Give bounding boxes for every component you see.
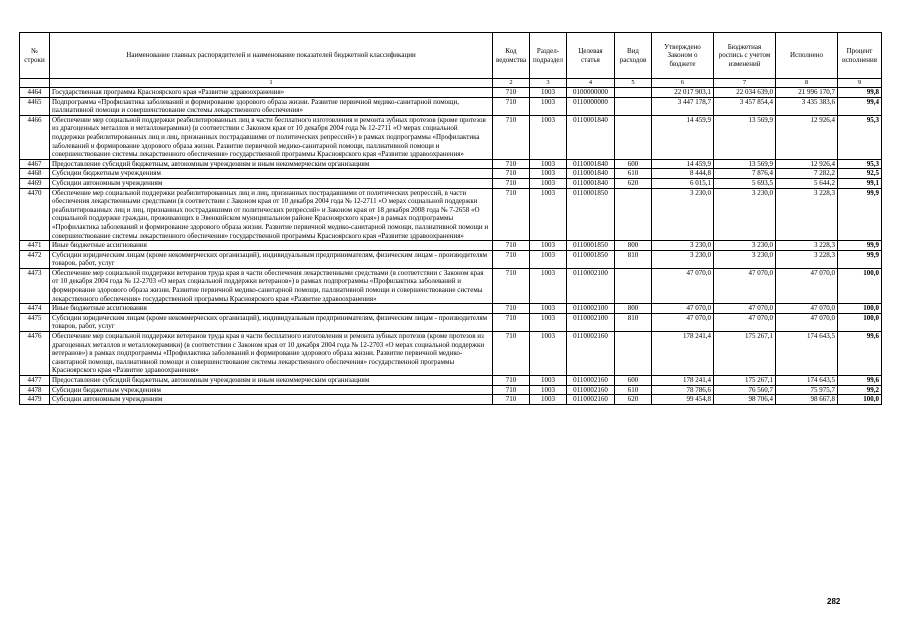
col-num-cell: 4 <box>567 79 615 88</box>
row-name-cell: Предоставление субсидий бюджетным, автономным учреждениям и иным некоммерческим организациям <box>50 159 493 169</box>
budget-cell: 13 569,9 <box>714 115 776 159</box>
table-row <box>20 313 882 331</box>
expense-type-cell: 620 <box>615 395 652 405</box>
target-article-cell: 0110001850 <box>567 241 615 251</box>
dept-code-cell: 710 <box>493 188 530 241</box>
row-number-cell: 4473 <box>20 268 50 303</box>
budget-cell: 3 230,0 <box>714 241 776 251</box>
executed-cell: 3 435 383,6 <box>776 97 838 115</box>
row-number-cell: 4464 <box>20 88 50 98</box>
header-approved: Утверждено Законом о бюджете <box>652 33 714 79</box>
row-name-cell: Иные бюджетные ассигнования <box>50 304 493 314</box>
executed-cell: 12 926,4 <box>776 115 838 159</box>
col-num-cell: 5 <box>615 79 652 88</box>
dept-code-cell: 710 <box>493 313 530 331</box>
row-name-cell: Обеспечение мер социальной поддержки реабилитированных лиц и лиц, признанных пострадавшими от политических репрессий, в части обеспечения лекарственными средствами (в соответствии с Законом края от 10 декабря 2004 года № 12-2711 «О мерах социальной поддержки реабилитированных лиц и лиц, признанных пострадавшими от политических репрессий» и Законом края от 18 декабря 2008 года № 7-2658 «О социальной поддержке граждан, проживающих в Эвенкийском муниципальном районе Красноярского края») в рамках подпрограммы «Профилактика заболеваний и формирование здорового образа жизни. Развитие первичной медико-санитарной помощи, паллиативной помощи и совершенствование системы лекарственного обеспечения» государственной программы Красноярского края «Развитие здравоохранения» <box>50 188 493 241</box>
percent-cell: 99,2 <box>838 385 882 395</box>
budget-cell: 47 070,0 <box>714 268 776 303</box>
col-num-cell: 7 <box>714 79 776 88</box>
target-article-cell: 0110001840 <box>567 178 615 188</box>
dept-code-cell: 710 <box>493 332 530 376</box>
dept-code-cell: 710 <box>493 115 530 159</box>
percent-cell: 99,9 <box>838 188 882 241</box>
approved-cell: 47 070,0 <box>652 313 714 331</box>
col-num-cell: 1 <box>50 79 493 88</box>
col-num-cell: 3 <box>530 79 567 88</box>
percent-cell: 99,9 <box>838 241 882 251</box>
executed-cell: 47 070,0 <box>776 268 838 303</box>
expense-type-cell <box>615 88 652 98</box>
target-article-cell: 0100000000 <box>567 88 615 98</box>
executed-cell: 3 228,3 <box>776 250 838 268</box>
header-budget: Бюджетная роспись с учетом изменений <box>714 33 776 79</box>
table-row <box>20 178 882 188</box>
target-article-cell: 0110001840 <box>567 159 615 169</box>
table-row <box>20 115 882 159</box>
dept-code-cell: 710 <box>493 169 530 179</box>
table-header <box>20 33 882 88</box>
dept-code-cell: 710 <box>493 178 530 188</box>
budget-cell: 22 034 639,0 <box>714 88 776 98</box>
budget-table <box>19 32 882 405</box>
percent-cell: 100,0 <box>838 304 882 314</box>
executed-cell: 174 643,5 <box>776 376 838 386</box>
row-number-cell: 4476 <box>20 332 50 376</box>
header-name: Наименование главных распорядителей и наименование показателей бюджетной классификации <box>50 33 493 79</box>
percent-cell: 99,8 <box>838 88 882 98</box>
dept-code-cell: 710 <box>493 395 530 405</box>
expense-type-cell <box>615 97 652 115</box>
executed-cell: 12 926,4 <box>776 159 838 169</box>
table-row <box>20 268 882 303</box>
section-cell: 1003 <box>530 88 567 98</box>
section-cell: 1003 <box>530 313 567 331</box>
target-article-cell: 0110001840 <box>567 115 615 159</box>
expense-type-cell <box>615 268 652 303</box>
percent-cell: 99,6 <box>838 376 882 386</box>
table-row <box>20 304 882 314</box>
row-number-cell: 4479 <box>20 395 50 405</box>
section-cell: 1003 <box>530 250 567 268</box>
approved-cell: 3 230,0 <box>652 250 714 268</box>
executed-cell: 174 643,5 <box>776 332 838 376</box>
section-cell: 1003 <box>530 241 567 251</box>
percent-cell: 100,0 <box>838 313 882 331</box>
target-article-cell: 0110002100 <box>567 268 615 303</box>
percent-cell: 100,0 <box>838 395 882 405</box>
approved-cell: 6 015,1 <box>652 178 714 188</box>
executed-cell: 21 996 170,7 <box>776 88 838 98</box>
approved-cell: 178 241,4 <box>652 332 714 376</box>
budget-cell: 7 876,4 <box>714 169 776 179</box>
header-exp-type: Вид расходов <box>615 33 652 79</box>
approved-cell: 178 241,4 <box>652 376 714 386</box>
approved-cell: 3 230,0 <box>652 188 714 241</box>
table-row <box>20 188 882 241</box>
expense-type-cell: 810 <box>615 313 652 331</box>
approved-cell: 14 459,9 <box>652 159 714 169</box>
row-number-cell: 4474 <box>20 304 50 314</box>
dept-code-cell: 710 <box>493 241 530 251</box>
approved-cell: 3 230,0 <box>652 241 714 251</box>
section-cell: 1003 <box>530 304 567 314</box>
section-cell: 1003 <box>530 159 567 169</box>
dept-code-cell: 710 <box>493 304 530 314</box>
percent-cell: 95,3 <box>838 115 882 159</box>
executed-cell: 3 228,3 <box>776 188 838 241</box>
expense-type-cell: 610 <box>615 385 652 395</box>
target-article-cell: 0110001840 <box>567 169 615 179</box>
column-number-row <box>20 79 882 88</box>
header-row-no: № строки <box>20 33 50 79</box>
header-target: Целевая статья <box>567 33 615 79</box>
row-number-cell: 4469 <box>20 178 50 188</box>
approved-cell: 22 017 903,1 <box>652 88 714 98</box>
section-cell: 1003 <box>530 395 567 405</box>
dept-code-cell: 710 <box>493 250 530 268</box>
target-article-cell: 0110002160 <box>567 376 615 386</box>
section-cell: 1003 <box>530 188 567 241</box>
section-cell: 1003 <box>530 115 567 159</box>
target-article-cell: 0110002100 <box>567 313 615 331</box>
row-name-cell: Субсидии юридическим лицам (кроме некоммерческих организаций), индивидуальным предпринимателям, физическим лицам - производителям товаров, работ, услуг <box>50 250 493 268</box>
col-num-cell: 9 <box>838 79 882 88</box>
row-name-cell: Субсидии юридическим лицам (кроме некоммерческих организаций), индивидуальным предпринимателям, физическим лицам - производителям товаров, работ, услуг <box>50 313 493 331</box>
row-number-cell: 4470 <box>20 188 50 241</box>
row-name-cell: Обеспечение мер социальной поддержки ветеранов труда края в части обеспечения лекарственными средствами (в соответствии с Законом края от 10 декабря 2004 года № 12-2703 «О мерах социальной поддержки ветеранов») в рамках подпрограммы «Профилактика заболеваний и формирование здорового образа жизни. Развитие первичной медико-санитарной помощи, паллиативной помощи и совершенствование системы лекарственного обеспечения» государственной программы Красноярского края «Развитие здравоохранения» <box>50 268 493 303</box>
row-name-cell: Обеспечение мер социальной поддержки реабилитированных лиц в части бесплатного изготовления и ремонта зубных протезов (кроме протезов из драгоценных металлов и металлокерамики) (в соответствии с Законом края от 10 декабря 2004 года № 12-2711 «О мерах социальной поддержки реабилитированных лиц и лиц, признанных пострадавшими от политических репрессий») в рамках подпрограммы «Профилактика заболеваний и формирование здорового образа жизни. Развитие первичной медико-санитарной помощи, паллиативной помощи и совершенствование системы лекарственного обеспечения» государственной программы Красноярского края «Развитие здравоохранения» <box>50 115 493 159</box>
row-name-cell: Предоставление субсидий бюджетным, автономным учреждениям и иным некоммерческим организациям <box>50 376 493 386</box>
dept-code-cell: 710 <box>493 268 530 303</box>
table-body <box>20 88 882 405</box>
target-article-cell: 0110001850 <box>567 250 615 268</box>
dept-code-cell: 710 <box>493 88 530 98</box>
header-dept-code: Код ведомства <box>493 33 530 79</box>
table-row <box>20 159 882 169</box>
percent-cell: 100,0 <box>838 268 882 303</box>
row-name-cell: Субсидии автономным учреждениям <box>50 395 493 405</box>
table-row <box>20 376 882 386</box>
budget-cell: 3 457 854,4 <box>714 97 776 115</box>
budget-report-sheet <box>19 32 881 405</box>
expense-type-cell: 610 <box>615 169 652 179</box>
executed-cell: 47 070,0 <box>776 304 838 314</box>
table-row <box>20 169 882 179</box>
table-row <box>20 250 882 268</box>
budget-cell: 175 267,1 <box>714 332 776 376</box>
table-row <box>20 332 882 376</box>
target-article-cell: 0110000000 <box>567 97 615 115</box>
dept-code-cell: 710 <box>493 159 530 169</box>
expense-type-cell <box>615 188 652 241</box>
approved-cell: 47 070,0 <box>652 268 714 303</box>
budget-cell: 47 070,0 <box>714 313 776 331</box>
budget-cell: 5 693,5 <box>714 178 776 188</box>
row-number-cell: 4475 <box>20 313 50 331</box>
row-number-cell: 4471 <box>20 241 50 251</box>
expense-type-cell <box>615 115 652 159</box>
expense-type-cell <box>615 332 652 376</box>
expense-type-cell: 810 <box>615 250 652 268</box>
row-number-cell: 4467 <box>20 159 50 169</box>
dept-code-cell: 710 <box>493 385 530 395</box>
percent-cell: 92,5 <box>838 169 882 179</box>
row-number-cell: 4477 <box>20 376 50 386</box>
section-cell: 1003 <box>530 169 567 179</box>
row-name-cell: Обеспечение мер социальной поддержки ветеранов труда края в части бесплатного изготовления и ремонта зубных протезов (кроме протезов из драгоценных металлов и металлокерамики) (в соответствии с Законом края от 10 декабря 2004 года № 12-2703 «О мерах социальной поддержки ветеранов») в рамках подпрограммы «Профилактика заболеваний и формирование здорового образа жизни. Развитие первичной медико-санитарной помощи, паллиативной помощи и совершенствование системы лекарственного обеспечения» государственной программы Красноярского края «Развитие здравоохранения» <box>50 332 493 376</box>
header-executed: Исполнено <box>776 33 838 79</box>
section-cell: 1003 <box>530 268 567 303</box>
page-number: 282 <box>827 597 841 606</box>
col-num-cell: 6 <box>652 79 714 88</box>
section-cell: 1003 <box>530 376 567 386</box>
expense-type-cell: 800 <box>615 241 652 251</box>
approved-cell: 99 454,8 <box>652 395 714 405</box>
percent-cell: 99,6 <box>838 332 882 376</box>
percent-cell: 99,1 <box>838 178 882 188</box>
target-article-cell: 0110002160 <box>567 395 615 405</box>
expense-type-cell: 620 <box>615 178 652 188</box>
col-num-cell: 2 <box>493 79 530 88</box>
percent-cell: 99,9 <box>838 250 882 268</box>
col-num-cell: 8 <box>776 79 838 88</box>
approved-cell: 78 786,6 <box>652 385 714 395</box>
executed-cell: 3 228,3 <box>776 241 838 251</box>
budget-cell: 76 560,7 <box>714 385 776 395</box>
col-num-cell <box>20 79 50 88</box>
row-name-cell: Иные бюджетные ассигнования <box>50 241 493 251</box>
row-number-cell: 4465 <box>20 97 50 115</box>
executed-cell: 5 644,2 <box>776 178 838 188</box>
target-article-cell: 0110001850 <box>567 188 615 241</box>
table-row <box>20 385 882 395</box>
dept-code-cell: 710 <box>493 97 530 115</box>
row-name-cell: Субсидии бюджетным учреждениям <box>50 169 493 179</box>
budget-cell: 3 230,0 <box>714 188 776 241</box>
target-article-cell: 0110002100 <box>567 304 615 314</box>
target-article-cell: 0110002160 <box>567 385 615 395</box>
percent-cell: 95,3 <box>838 159 882 169</box>
section-cell: 1003 <box>530 385 567 395</box>
row-number-cell: 4478 <box>20 385 50 395</box>
budget-cell: 175 267,1 <box>714 376 776 386</box>
row-name-cell: Субсидии бюджетным учреждениям <box>50 385 493 395</box>
expense-type-cell: 600 <box>615 159 652 169</box>
target-article-cell: 0110002160 <box>567 332 615 376</box>
section-cell: 1003 <box>530 97 567 115</box>
header-percent: Процент исполнения <box>838 33 882 79</box>
expense-type-cell: 800 <box>615 304 652 314</box>
section-cell: 1003 <box>530 178 567 188</box>
row-name-cell: Государственная программа Красноярского края «Развитие здравоохранения» <box>50 88 493 98</box>
expense-type-cell: 600 <box>615 376 652 386</box>
budget-cell: 98 706,4 <box>714 395 776 405</box>
executed-cell: 7 282,2 <box>776 169 838 179</box>
table-row <box>20 88 882 98</box>
executed-cell: 98 667,8 <box>776 395 838 405</box>
table-row <box>20 241 882 251</box>
budget-cell: 3 230,0 <box>714 250 776 268</box>
percent-cell: 99,4 <box>838 97 882 115</box>
row-number-cell: 4472 <box>20 250 50 268</box>
row-name-cell: Субсидии автономным учреждениям <box>50 178 493 188</box>
table-row <box>20 395 882 405</box>
dept-code-cell: 710 <box>493 376 530 386</box>
row-number-cell: 4466 <box>20 115 50 159</box>
executed-cell: 47 070,0 <box>776 313 838 331</box>
approved-cell: 14 459,9 <box>652 115 714 159</box>
budget-cell: 13 569,9 <box>714 159 776 169</box>
approved-cell: 47 070,0 <box>652 304 714 314</box>
row-number-cell: 4468 <box>20 169 50 179</box>
table-row <box>20 97 882 115</box>
budget-cell: 47 070,0 <box>714 304 776 314</box>
section-cell: 1003 <box>530 332 567 376</box>
header-section: Раздел-подраздел <box>530 33 567 79</box>
row-name-cell: Подпрограмма «Профилактика заболеваний и формирование здорового образа жизни. Развитие первичной медико-санитарной помощи, паллиативной помощи и совершенствование системы лекарственного обеспечения» <box>50 97 493 115</box>
approved-cell: 8 444,8 <box>652 169 714 179</box>
approved-cell: 3 447 178,7 <box>652 97 714 115</box>
executed-cell: 75 975,7 <box>776 385 838 395</box>
